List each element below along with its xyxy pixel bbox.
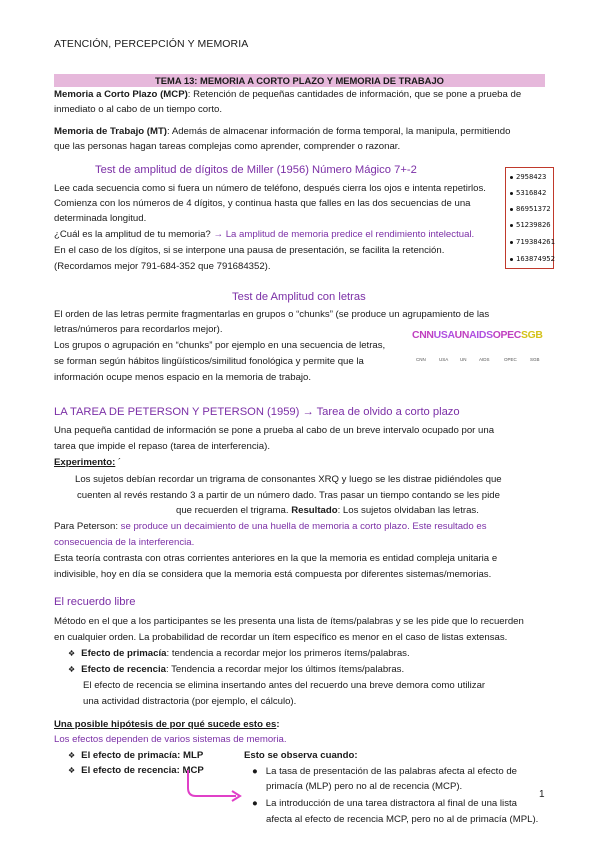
peterson-text-1: Una pequeña cantidad de información se pone a prueba al cabo de un breve intervalo ocupado por una xyxy=(54,425,495,436)
peterson-conclusion: Para Peterson: se produce un decaimiento de una huella de memoria a corto plazo. Este resultado es xyxy=(54,521,487,532)
hypothesis-claim: Los efectos dependen de varios sistemas de memoria. xyxy=(54,734,287,745)
chunk-label: SGB xyxy=(530,357,540,362)
digit-row: 51239826 xyxy=(510,221,551,229)
chunk-letters-image xyxy=(412,330,552,370)
letters-text-3: Los grupos o agrupación en “chunks” por ejemplo en una secuencia de letras, xyxy=(54,340,386,351)
recency-note-2: una actividad distractoria (por ejemplo, el cálculo). xyxy=(83,696,297,707)
experiment-result: que recuerden el trigrama. Resultado: Los sujetos olvidaban las letras. xyxy=(176,505,479,516)
miller-text-6: (Recordamos mejor 791-684-352 que 791684352). xyxy=(54,261,271,272)
peterson-contrast-1: Esta teoría contrasta con otras corrientes anteriores en la que la memoria es entidad compleja unitaria e xyxy=(54,553,498,564)
letters-text-5: información ocupe menos espacio en la memoria de trabajo. xyxy=(54,372,312,383)
observation-1-cont: primacía (MLP) pero no al de recencia (MCP). xyxy=(266,781,463,792)
peterson-text-2: tarea que impide el repaso (tarea de interferencia). xyxy=(54,441,270,452)
mcp-definition-cont: inmediato o al cabo de un tiempo corto. xyxy=(54,104,222,115)
chunk-label: AIDS xyxy=(479,357,490,362)
pink-arrow-icon xyxy=(180,764,250,804)
digit-row: 2958423 xyxy=(510,173,546,181)
topic-title: TEMA 13: MEMORIA A CORTO PLAZO Y MEMORIA DE TRABAJO xyxy=(54,74,545,87)
hypothesis-recency: ❖ El efecto de recencia: MCP xyxy=(68,765,204,776)
mcp-definition: Memoria a Corto Plazo (MCP): Retención de pequeñas cantidades de información, que se pone a prueba de xyxy=(54,89,522,100)
mt-definition: Memoria de Trabajo (MT): Además de almacenar información de forma temporal, la manipula, permitiendo xyxy=(54,126,511,137)
letters-text-4: se forman según hábitos lingüísticos/similitud fonológica y permite que la xyxy=(54,356,364,367)
miller-heading: Test de amplitud de dígitos de Miller (1956) Número Mágico 7+-2 xyxy=(95,164,417,176)
chunk-label: CNN xyxy=(416,357,426,362)
digit-row: 719384261 xyxy=(510,238,555,246)
page-number: 1 xyxy=(539,789,545,800)
peterson-conclusion-cont: consecuencia de la interferencia. xyxy=(54,537,195,548)
chunk-label: USA xyxy=(439,357,449,362)
hypothesis-primacy: ❖ El efecto de primacía: MLP xyxy=(68,750,204,761)
chunk-word: CNNUSAUNAIDSOPECSGB xyxy=(412,330,543,341)
recall-text-2: en cualquier orden. La probabilidad de recordar un ítem específico es menor en el caso de listas extensas. xyxy=(54,632,508,643)
page-header: ATENCIÓN, PERCEPCIÓN Y MEMORIA xyxy=(54,38,249,50)
miller-text-2: Comienza con los números de 4 dígitos, y continua hasta que falles en las dos secuencias de una xyxy=(54,198,471,209)
hypothesis-heading: Una posible hipótesis de por qué sucede esto es: xyxy=(54,719,280,730)
digit-sequence-image xyxy=(505,167,554,269)
miller-text-1: Lee cada secuencia como si fuera un número de teléfono, después cierra los ojos e intenta repetirlos. xyxy=(54,183,486,194)
peterson-heading: LA TAREA DE PETERSON Y PETERSON (1959) → Tarea de olvido a corto plazo xyxy=(54,406,460,418)
miller-text-5: En el caso de los dígitos, si se interpone una pausa de presentación, se facilita la retención. xyxy=(54,245,445,256)
chunk-label: OPEC xyxy=(504,357,517,362)
observation-2-cont: afecta al efecto de recencia MCP, pero no al de primacía (MPL). xyxy=(266,814,539,825)
chunk-label: UN xyxy=(460,357,467,362)
recall-heading: El recuerdo libre xyxy=(54,596,136,608)
letters-text-2: letras/números para recordarlos mejor). xyxy=(54,324,223,335)
mt-definition-cont: que las personas hagan tareas complejas como aprender, comprender o razonar. xyxy=(54,141,401,152)
digit-row: 5316842 xyxy=(510,189,546,197)
peterson-contrast-2: indivisible, hoy en día se considera que la memoria está compuesta por diferentes sistemas/memorias. xyxy=(54,569,492,580)
observation-1: ● La tasa de presentación de las palabras afecta al efecto de xyxy=(252,766,518,777)
letters-heading: Test de Amplitud con letras xyxy=(232,291,366,303)
primacy-bullet: ❖ Efecto de primacía: tendencia a recordar mejor los primeros ítems/palabras. xyxy=(68,648,410,659)
observation-heading: Esto se observa cuando: xyxy=(244,750,358,761)
recall-text-1: Método en el que a los participantes se les presenta una lista de ítems/palabras y se les pide que lo recuerden xyxy=(54,616,524,627)
recency-note-1: El efecto de recencia se elimina insertando antes del recuerdo una breve demora como utilizar xyxy=(83,680,486,691)
recency-bullet: ❖ Efecto de recencia: Tendencia a recordar mejor los últimos ítems/palabras. xyxy=(68,664,405,675)
miller-text-3: determinada longitud. xyxy=(54,213,147,224)
digit-row: 163874952 xyxy=(510,255,555,263)
experiment-text-1: Los sujetos debían recordar un trigrama de consonantes XRQ y luego se les distrae pidiéndoles que xyxy=(75,474,502,485)
experiment-text-2: cuenten al revés restando 3 a partir de un número dado. Tras pasar un tiempo contando se les pide xyxy=(77,490,500,501)
experiment-label: Experimento: ´ xyxy=(54,457,122,468)
letters-text-1: El orden de las letras permite fragmentarlas en grupos o “chunks” (se produce un agrupamiento de las xyxy=(54,309,490,320)
miller-question: ¿Cuál es la amplitud de tu memoria? → La amplitud de memoria predice el rendimiento intelectual. xyxy=(54,229,475,240)
observation-2: ● La introducción de una tarea distractora al final de una lista xyxy=(252,798,517,809)
digit-row: 86951372 xyxy=(510,205,551,213)
